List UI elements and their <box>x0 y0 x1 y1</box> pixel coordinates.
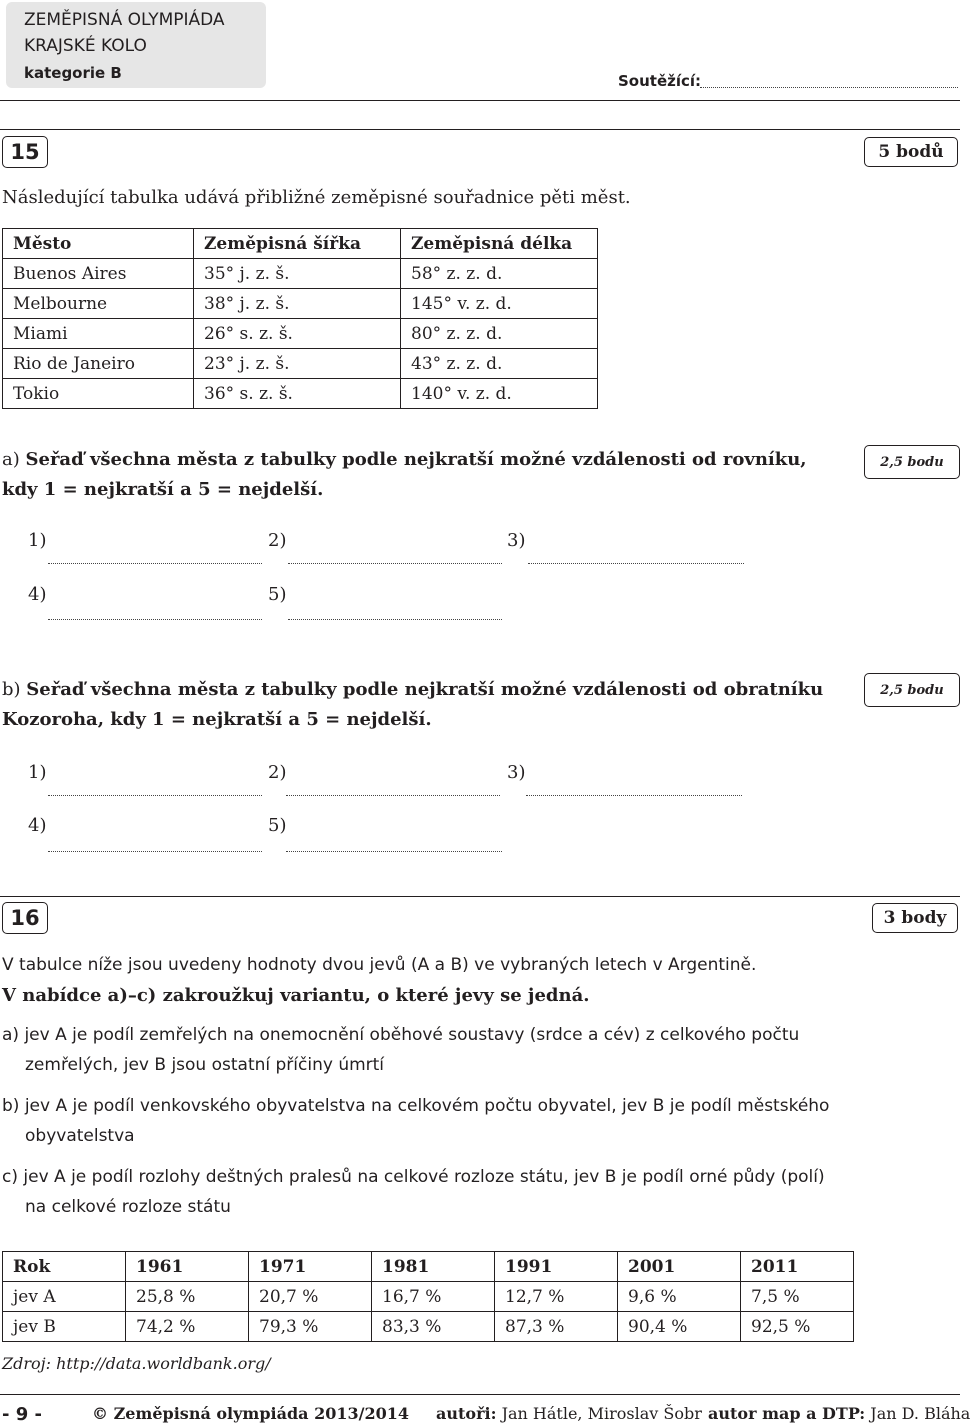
answer-b3-label: 3) <box>507 762 526 783</box>
value-cell: 87,3 % <box>495 1312 618 1342</box>
answer-a1-field[interactable] <box>48 563 262 564</box>
table-row <box>3 1312 854 1342</box>
round-title: KRAJSKÉ KOLO <box>24 36 147 56</box>
answer-b1-field[interactable] <box>48 795 262 796</box>
answer-a5-label: 5) <box>268 584 287 605</box>
task16-instruction: V nabídce a)–c) zakroužkuj variantu, o které jevy se jedná. <box>2 985 590 1006</box>
value-cell: 25,8 % <box>126 1282 249 1312</box>
table-row <box>3 1282 854 1312</box>
dtp-label: autor map a DTP: <box>708 1404 866 1423</box>
value-cell: 83,3 % <box>372 1312 495 1342</box>
value-cell: 20,7 % <box>249 1282 372 1312</box>
dtp-name: Jan D. Bláha <box>870 1404 970 1423</box>
question-a-line2: kdy 1 = nejkratší a 5 = nejdelší. <box>2 479 324 500</box>
header-1961: 1961 <box>126 1252 249 1282</box>
answer-a3-label: 3) <box>507 530 526 551</box>
latitude-cell: 35° j. z. š. <box>194 259 401 289</box>
task16-rule <box>0 896 960 897</box>
task16-intro: V tabulce níže jsou uvedeny hodnoty dvou jevů (A a B) ve vybraných letech v Argentině. <box>2 955 757 975</box>
question-a-text: Seřaď všechna města z tabulky podle nejkratší možné vzdálenosti od rovníku, <box>25 449 807 470</box>
task15-intro: Následující tabulka udává přibližné zeměpisné souřadnice pěti měst. <box>2 187 631 208</box>
longitude-cell: 58° z. z. d. <box>401 259 598 289</box>
authors-label: autoři: <box>436 1404 497 1423</box>
longitude-cell: 43° z. z. d. <box>401 349 598 379</box>
header-2001: 2001 <box>618 1252 741 1282</box>
option-a[interactable] <box>2 1020 952 1080</box>
option-b-line1: b) jev A je podíl venkovského obyvatelstva na celkovém počtu obyvatel, jev B je podíl městského <box>2 1096 830 1116</box>
row-label: jev B <box>3 1312 126 1342</box>
answer-b2-label: 2) <box>268 762 287 783</box>
header-year: Rok <box>3 1252 126 1282</box>
answer-b4-field[interactable] <box>48 851 262 852</box>
city-cell: Buenos Aires <box>3 259 194 289</box>
table-header-row <box>3 1252 854 1282</box>
task15-points: 5 bodů <box>864 137 958 167</box>
footer-divider <box>0 1394 960 1395</box>
value-cell: 92,5 % <box>741 1312 854 1342</box>
table-row <box>3 379 598 409</box>
option-b-line2: obyvatelstva <box>25 1126 135 1146</box>
value-cell: 90,4 % <box>618 1312 741 1342</box>
answer-a4-field[interactable] <box>48 619 262 620</box>
longitude-cell: 80° z. z. d. <box>401 319 598 349</box>
option-c[interactable] <box>2 1162 952 1222</box>
copyright: © Zeměpisná olympiáda 2013/2014 <box>92 1404 410 1423</box>
question-b-points: 2,5 bodu <box>864 673 960 707</box>
category-label: kategorie B <box>24 64 122 82</box>
page-number: - 9 - <box>2 1404 42 1425</box>
phenomena-table <box>2 1251 854 1342</box>
header-longitude: Zeměpisná délka <box>401 229 598 259</box>
value-cell: 79,3 % <box>249 1312 372 1342</box>
task16-number: 16 <box>2 902 48 934</box>
answer-b3-field[interactable] <box>526 795 742 796</box>
contestant-name-field[interactable] <box>700 87 958 88</box>
longitude-cell: 145° v. z. d. <box>401 289 598 319</box>
contestant-label: Soutěžící: <box>618 72 702 90</box>
header-1991: 1991 <box>495 1252 618 1282</box>
answer-a5-field[interactable] <box>288 619 502 620</box>
answer-a2-field[interactable] <box>288 563 502 564</box>
city-cell: Tokio <box>3 379 194 409</box>
question-a-prefix: a) <box>2 449 20 470</box>
task16-points: 3 body <box>872 903 958 933</box>
option-c-line1: c) jev A je podíl rozlohy deštných pralesů na celkové rozloze státu, jev B je podíl orné půdy (polí) <box>2 1167 825 1187</box>
dtp-credit <box>708 1404 970 1423</box>
question-b-text: Seřaď všechna města z tabulky podle nejkratší možné vzdálenosti od obratníku <box>26 679 824 700</box>
answer-a4-label: 4) <box>28 584 47 605</box>
table-row <box>3 349 598 379</box>
city-cell: Rio de Janeiro <box>3 349 194 379</box>
city-cell: Melbourne <box>3 289 194 319</box>
header-divider <box>0 100 960 101</box>
value-cell: 12,7 % <box>495 1282 618 1312</box>
value-cell: 74,2 % <box>126 1312 249 1342</box>
latitude-cell: 26° s. z. š. <box>194 319 401 349</box>
question-a-points: 2,5 bodu <box>864 445 960 479</box>
option-c-line2: na celkové rozloze státu <box>25 1197 231 1217</box>
value-cell: 9,6 % <box>618 1282 741 1312</box>
table-row <box>3 289 598 319</box>
table-header-row <box>3 229 598 259</box>
row-label: jev A <box>3 1282 126 1312</box>
value-cell: 7,5 % <box>741 1282 854 1312</box>
option-a-line1: a) jev A je podíl zemřelých na onemocnění oběhové soustavy (srdce a cév) z celkového počtu <box>2 1025 800 1045</box>
option-a-line2: zemřelých, jev B jsou ostatní příčiny úmrtí <box>25 1055 385 1075</box>
question-a-line1 <box>2 448 807 472</box>
header-2011: 2011 <box>741 1252 854 1282</box>
table-row <box>3 319 598 349</box>
table-row <box>3 259 598 289</box>
answer-a2-label: 2) <box>268 530 287 551</box>
authors-names: Jan Hátle, Miroslav Šobr <box>501 1404 702 1423</box>
authors <box>436 1404 702 1423</box>
task15-number: 15 <box>2 136 48 168</box>
source-note: Zdroj: http://data.worldbank.org/ <box>2 1354 271 1373</box>
question-b-prefix: b) <box>2 679 21 700</box>
value-cell: 16,7 % <box>372 1282 495 1312</box>
task15-rule <box>0 129 960 130</box>
latitude-cell: 38° j. z. š. <box>194 289 401 319</box>
competition-title: ZEMĚPISNÁ OLYMPIÁDA <box>24 10 225 30</box>
answer-b2-field[interactable] <box>286 795 500 796</box>
option-b[interactable] <box>2 1091 952 1151</box>
answer-b5-label: 5) <box>268 815 287 836</box>
header-1971: 1971 <box>249 1252 372 1282</box>
answer-a1-label: 1) <box>28 530 47 551</box>
latitude-cell: 36° s. z. š. <box>194 379 401 409</box>
question-b-line1 <box>2 678 823 702</box>
answer-b4-label: 4) <box>28 815 47 836</box>
question-b-line2: Kozoroha, kdy 1 = nejkratší a 5 = nejdelší. <box>2 709 432 730</box>
answer-b5-field[interactable] <box>286 851 502 852</box>
coordinates-table <box>2 228 598 409</box>
header-city: Město <box>3 229 194 259</box>
longitude-cell: 140° v. z. d. <box>401 379 598 409</box>
city-cell: Miami <box>3 319 194 349</box>
latitude-cell: 23° j. z. š. <box>194 349 401 379</box>
header-1981: 1981 <box>372 1252 495 1282</box>
answer-b1-label: 1) <box>28 762 47 783</box>
header-latitude: Zeměpisná šířka <box>194 229 401 259</box>
answer-a3-field[interactable] <box>528 563 744 564</box>
